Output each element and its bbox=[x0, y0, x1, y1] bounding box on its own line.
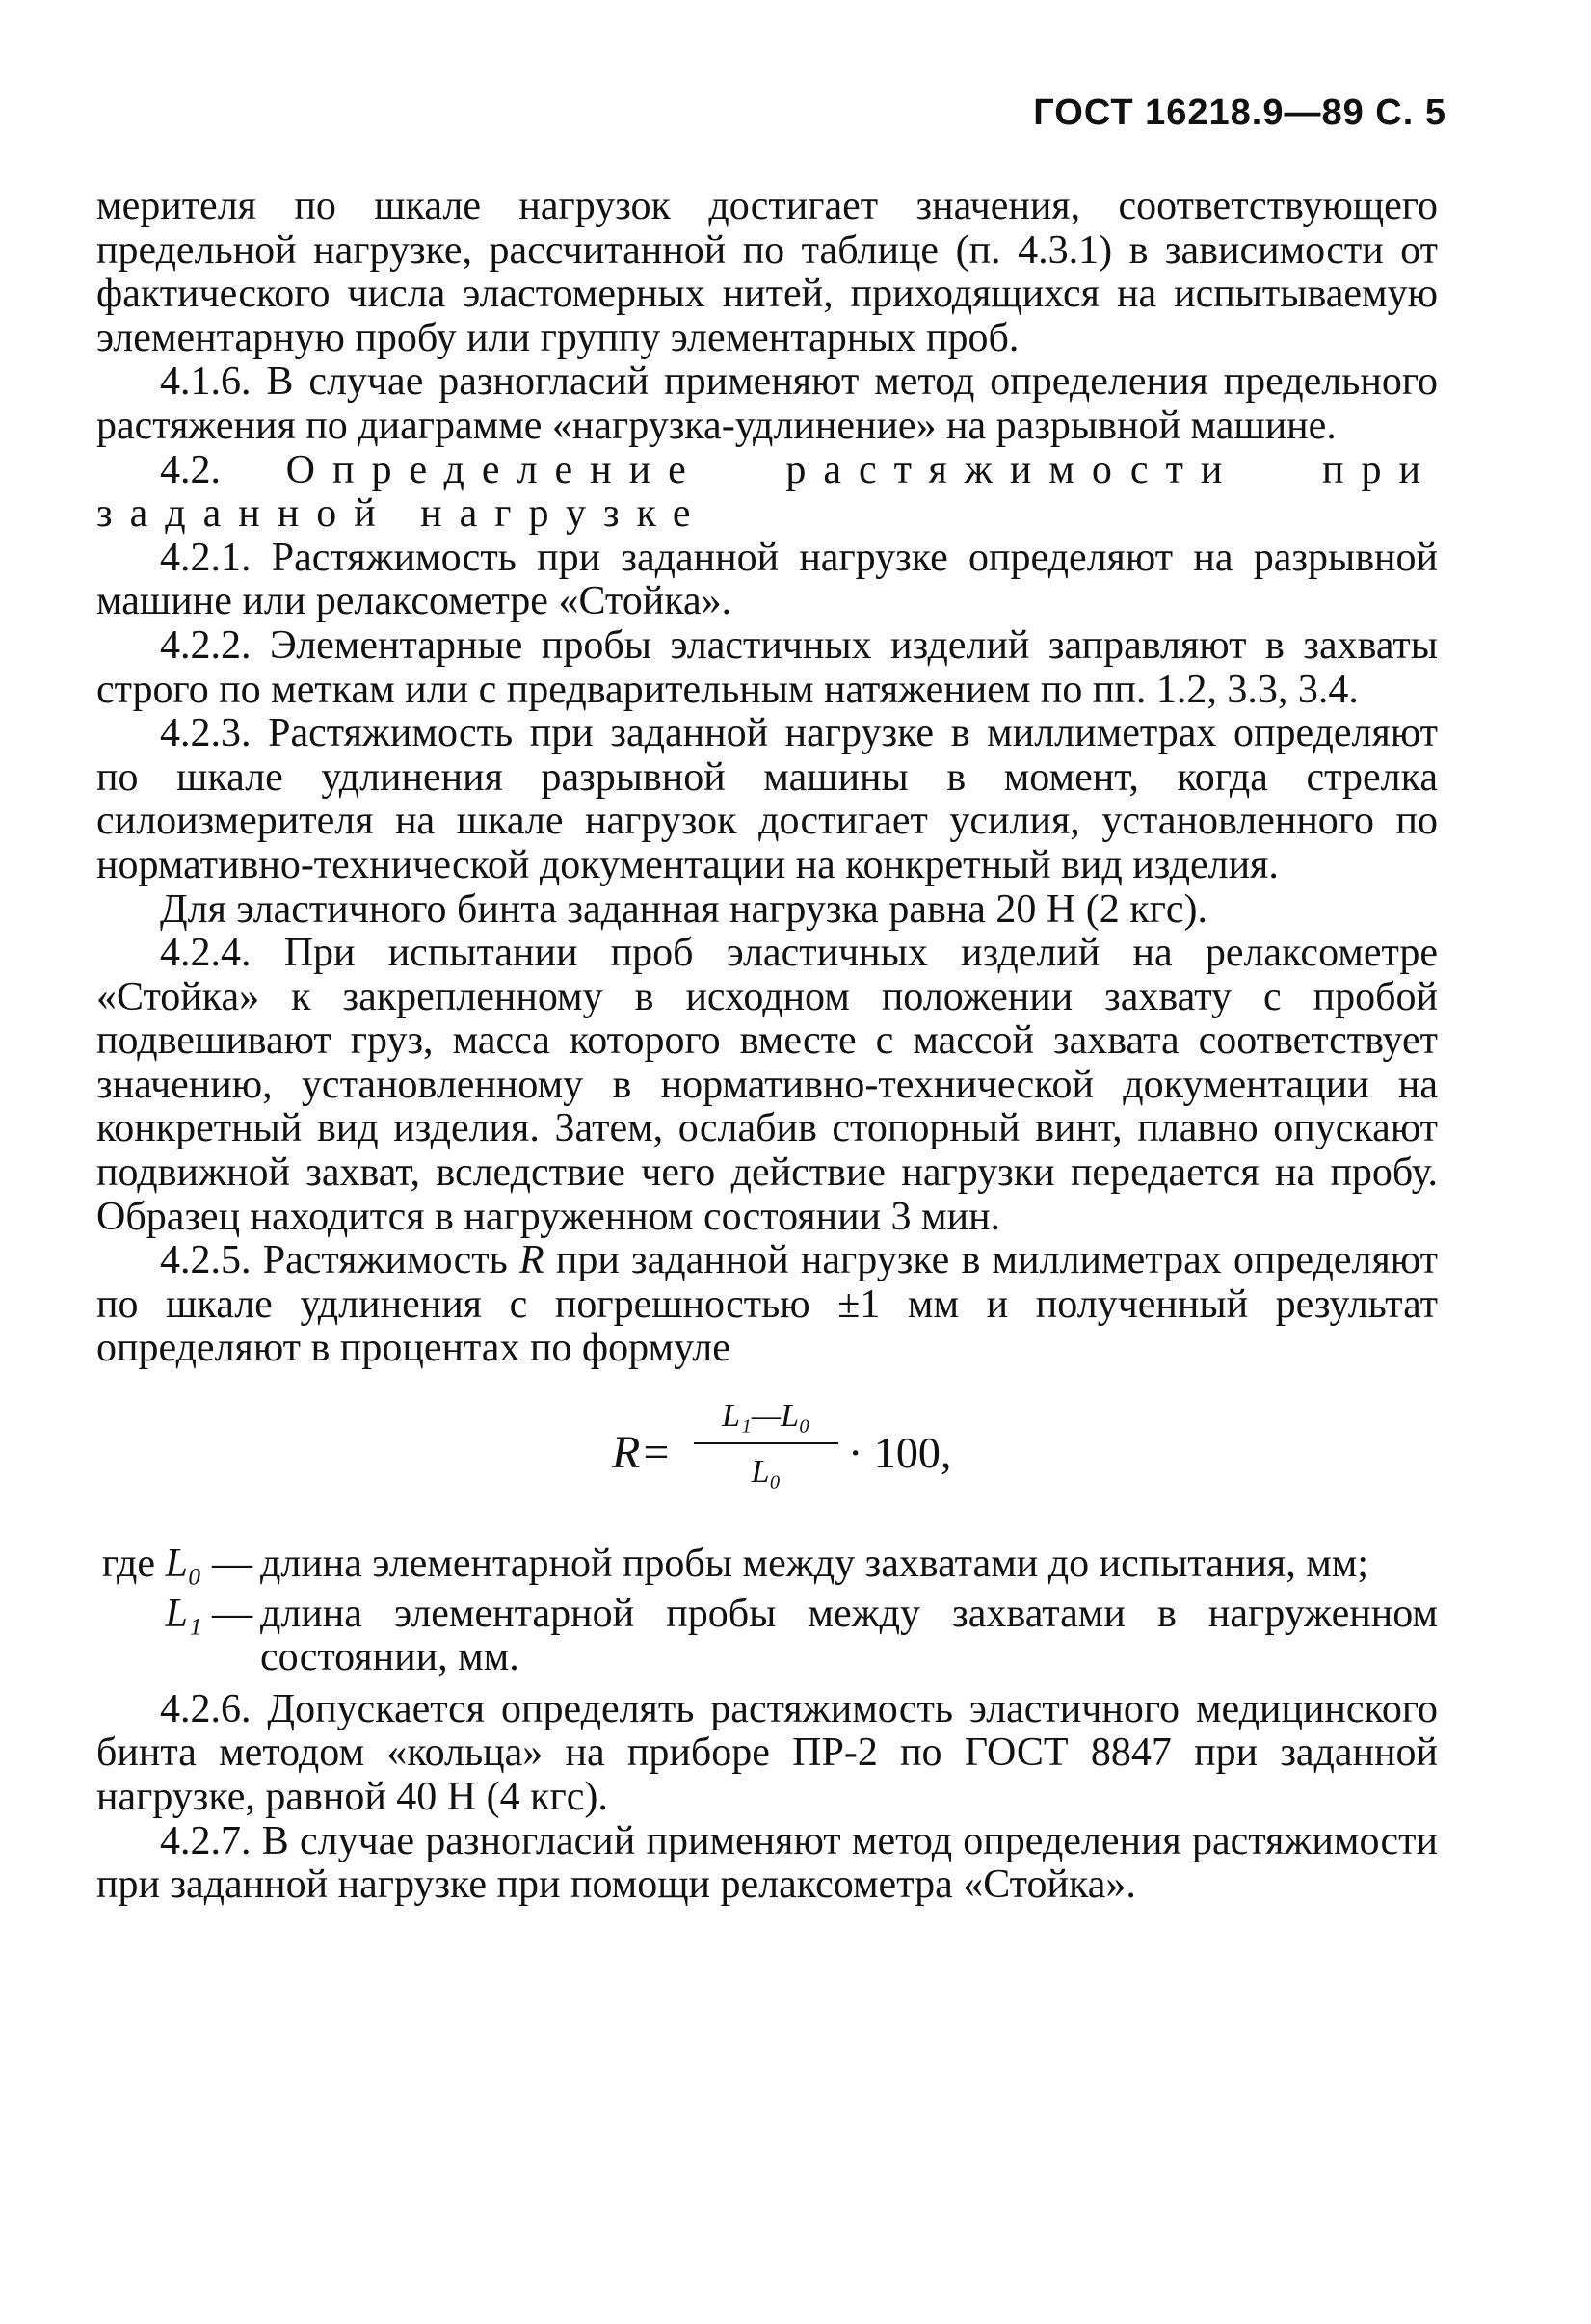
paragraph-4-1-6: 4.1.6. В случае разногласий применяют метод определения предельного растяжения по диаграмме «нагрузка-удлинение» на разрывной машине. bbox=[96, 359, 1438, 448]
fraction-bar bbox=[694, 1442, 838, 1444]
where-definition: длина элементарной пробы между захватами до испытания, мм; bbox=[260, 1542, 1369, 1587]
formula-numerator: L₁—L₀ bbox=[722, 1398, 810, 1435]
where-list bbox=[96, 1543, 1438, 1680]
paragraph-4-2-3: 4.2.3. Растяжимость при заданной нагрузке в миллиметрах определяют по шкале удлинения разрывной машины в момент, когда стрелка силоизмерителя на шкале нагрузок достигает усилия, установленного по нормативно-технической документации на конкретный вид изделия. bbox=[96, 711, 1438, 887]
paragraph-4-2-5 bbox=[96, 1239, 1438, 1371]
where-item bbox=[96, 1543, 1438, 1587]
paragraph-4-2-1: 4.2.1. Растяжимость при заданной нагрузке определяют на разрывной машине или релаксометре «Стойка». bbox=[96, 535, 1438, 624]
section-title: Определение растяжимости при заданной нагрузке bbox=[96, 447, 1438, 537]
section-heading-4-2 bbox=[96, 449, 1438, 537]
where-symbol: L₁ bbox=[165, 1591, 202, 1636]
paragraph-4-2-5-part-a: 4.2.5. Растяжимость bbox=[160, 1238, 519, 1283]
formula-lhs: R= bbox=[612, 1427, 672, 1479]
section-number: 4.2. bbox=[160, 447, 221, 492]
formula-block bbox=[96, 1390, 1438, 1525]
paragraph-4-2-7: 4.2.7. В случае разногласий применяют метод определения растяжимости при заданной нагрузке при помощи релаксометра «Стойка». bbox=[96, 1818, 1438, 1908]
page-header: ГОСТ 16218.9—89 С. 5 bbox=[1033, 92, 1446, 133]
where-item bbox=[96, 1593, 1438, 1680]
formula-fraction bbox=[694, 1394, 838, 1494]
paragraph-4-2-3-note: Для эластичного бинта заданная нагрузка равна 20 Н (2 кгс). bbox=[160, 886, 1207, 932]
document-body bbox=[96, 185, 1438, 1908]
where-dash: — bbox=[201, 1591, 252, 1636]
symbol-r: R bbox=[518, 1238, 544, 1283]
where-lead-word: где bbox=[101, 1542, 166, 1587]
where-symbol: L₀ bbox=[165, 1542, 202, 1587]
paragraph-4-2-2: 4.2.2. Элементарные пробы эластичных изделий заправляют в захваты строго по меткам или с предварительным натяжением по пп. 1.2, 3.3, 3.4. bbox=[96, 622, 1438, 712]
paragraph-4-2-6: 4.2.6. Допускается определять растяжимость эластичного медицинского бинта методом «кольца» на приборе ПР-2 по ГОСТ 8847 при заданной нагрузке, равной 40 Н (4 кгс). bbox=[96, 1686, 1438, 1819]
formula-denominator: L₀ bbox=[751, 1454, 782, 1491]
where-dash: — bbox=[201, 1542, 252, 1587]
formula-rhs: · 100, bbox=[848, 1428, 952, 1478]
paragraph-4-2-4: 4.2.4. При испытании проб эластичных изделий на релаксометре «Стойка» к закрепленному в исходном положении захвату с пробой подвешивают груз, масса которого вместе с массой захвата соответствует значению, установленному в нормативно-технической документации на конкретный вид изделия. Затем, ослабив стопорный винт, плавно опускают подвижной захват, вследствие чего действие нагрузки передается на пробу. Образец находится в нагруженном состоянии 3 мин. bbox=[96, 931, 1438, 1239]
paragraph-continuation: мерителя по шкале нагрузок достигает значения, соответствующего предельной нагрузке, рассчитанной по таблице (п. 4.3.1) в зависимости от фактического числа эластомерных нитей, приходящихся на испытываемую элементарную пробу или группу элементарных проб. bbox=[96, 184, 1438, 360]
where-definition: длина элементарной пробы между захватами в нагруженном состоянии, мм. bbox=[260, 1591, 1438, 1680]
paragraph-4-2-5-part-b: при заданной нагрузке в миллиметрах определяют по шкале удлинения с погрешностью ±1 мм и полученный результат определяют в процентах по формуле bbox=[96, 1238, 1438, 1371]
